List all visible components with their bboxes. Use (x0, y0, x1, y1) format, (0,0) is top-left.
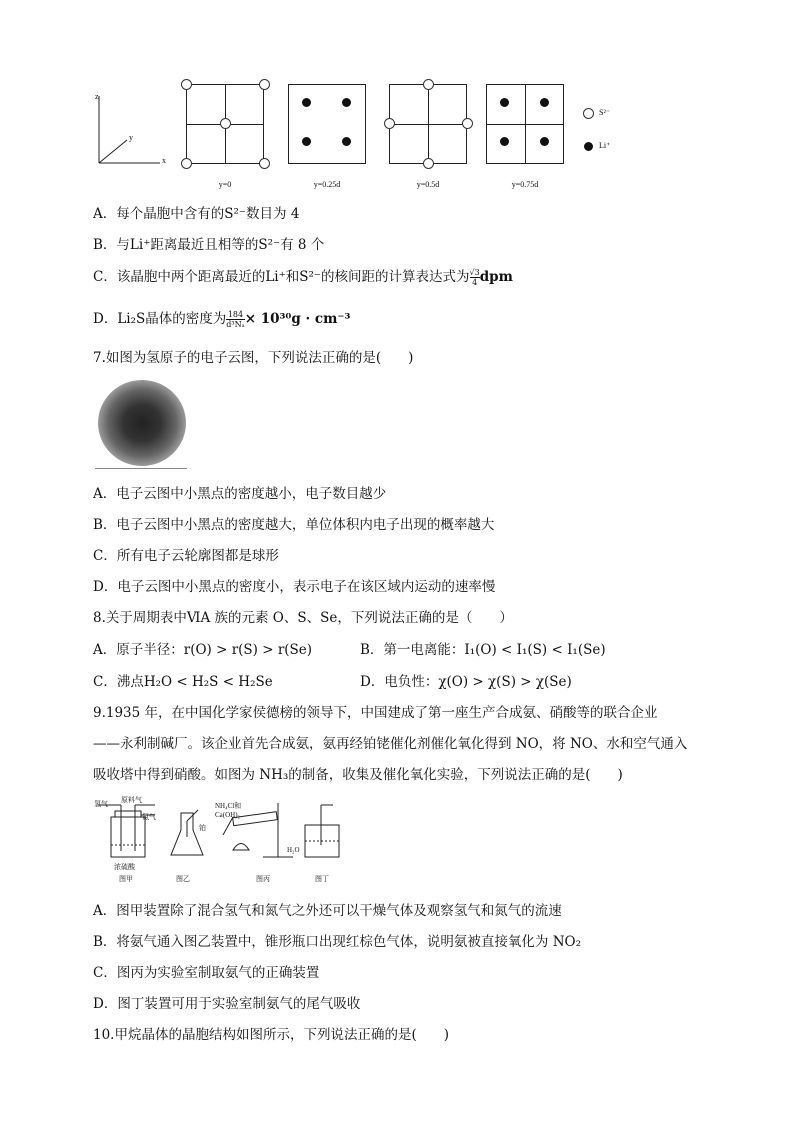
q6-option-d: D．Li₂S晶体的密度为 $\frac{184}{\text{d³Nₐ}}$ × 10³⁰g · cm⁻³ (93, 310, 351, 329)
q9-option-c: C．图丙为实验室制取氨气的正确装置 (93, 965, 320, 981)
q9-option-d: D．图丁装置可用于实验室制氨气的尾气吸收 (93, 996, 361, 1012)
s2-ion (384, 118, 395, 129)
caption-jia: 图甲 (119, 875, 133, 883)
li-ion (500, 98, 509, 107)
q10-stem: 10.甲烷晶体的晶胞结构如图所示，下列说法正确的是( ) (93, 1027, 450, 1043)
panel-y025 (288, 84, 366, 164)
q9-option-a: A．图甲装置除了混合氢气和氮气之外还可以干燥气体及观察氢气和氮气的流速 (93, 903, 562, 919)
label-platinum: 铂 (199, 824, 206, 832)
axis-x-label: x (162, 156, 166, 165)
li-ion (302, 98, 311, 107)
q7-option-d: D．电子云图中小黑点的密度小，表示电子在该区域内运动的速率慢 (93, 579, 496, 595)
li-ion (540, 137, 549, 146)
q8-option-c: C．沸点H₂O < H₂S < H₂Se (93, 674, 273, 690)
q7-option-a: A．电子云图中小黑点的密度越小，电子数目越少 (93, 486, 387, 502)
li-ion (540, 98, 549, 107)
legend-li-symbol (584, 142, 593, 151)
s2-ion (259, 158, 270, 169)
axis-y-label: y (129, 133, 133, 142)
image-baseline (95, 468, 187, 469)
s2-ion (423, 79, 434, 90)
panel-label: y=0.25d (313, 180, 341, 189)
li-ion (500, 137, 509, 146)
q6-option-c: C．该晶胞中两个距离最近的Li⁺和S²⁻的核间距的计算表达式为 $\frac{√3}{4}$ dpm (93, 268, 513, 287)
s2-ion (181, 79, 192, 90)
label-nh4cl: NH₄Cl和 (215, 802, 242, 810)
q8-option-d: D．电负性：χ(O) > χ(S) > χ(Se) (360, 674, 572, 690)
q8-stem: 8.关于周期表中ⅥA 族的元素 O、S、Se，下列说法正确的是（ ） (93, 610, 513, 626)
legend-li-label: Li⁺ (599, 141, 611, 150)
q8-option-a: A．原子半径：r(O) > r(S) > r(Se) (93, 642, 313, 658)
panel-label: y=0.5d (416, 180, 440, 189)
q6-option-b: B．与Li⁺距离最近且相等的S²⁻有 8 个 (93, 237, 325, 253)
caption-bing: 图丙 (256, 875, 270, 883)
label-water: H₂O (287, 846, 300, 854)
li-ion (342, 137, 351, 146)
li-ion (342, 98, 351, 107)
legend-s2-symbol (583, 108, 594, 119)
q9-stem-line1: 9.1935 年，在中国化学家侯德榜的领导下，中国建成了第一座生产合成氨、硝酸等的联合企业 (93, 705, 658, 721)
s2-ion (259, 79, 270, 90)
caption-ding: 图丁 (315, 875, 329, 883)
q6-option-a: A．每个晶胞中含有的S²⁻数目为 4 (93, 206, 300, 222)
s2-ion (462, 118, 473, 129)
q9-stem-line3: 吸收塔中得到硝酸。如图为 NH₃的制备，收集及催化氧化实验，下列说法正确的是( ) (93, 767, 623, 783)
panel-label: y=0 (218, 180, 232, 189)
s2-ion (423, 158, 434, 169)
label-caoh2: Ca(OH)₂ (215, 811, 240, 819)
li-ion (302, 137, 311, 146)
q7-option-b: B．电子云图中小黑点的密度越大，单位体积内电子出现的概率越大 (93, 517, 495, 533)
panel-y05 (389, 84, 467, 164)
s2-ion (181, 158, 192, 169)
electron-cloud-image (98, 380, 186, 466)
caption-yi: 图乙 (176, 875, 190, 883)
panel-label: y=0.75d (511, 180, 539, 189)
axes-diagram (92, 88, 172, 168)
axis-z-label: z (95, 92, 99, 101)
q7-option-c: C．所有电子云轮廓图都是球形 (93, 548, 279, 564)
label-conc-sulfuric: 浓硫酸 (114, 863, 135, 871)
s2-ion (220, 118, 231, 129)
legend-s2-label: S²⁻ (599, 108, 611, 117)
label-nitrogen: 氮气 (142, 813, 156, 821)
label-hydrogen: 氢气 (94, 800, 108, 808)
q8-option-b: B．第一电离能：I₁(O) < I₁(S) < I₁(Se) (360, 642, 606, 658)
label-feed-gas: 原料气 (121, 796, 142, 804)
q7-stem: 7.如图为氢原子的电子云图，下列说法正确的是( ) (93, 350, 414, 366)
q9-option-b: B．将氨气通入图乙装置中，锥形瓶口出现红棕色气体，说明氨被直接氧化为 NO₂ (93, 934, 582, 950)
q9-stem-line2: ——永利制碱厂。该企业首先合成氨，氨再经铂铑催化剂催化氧化得到 NO，将 NO、水和空气通入 (93, 736, 688, 752)
panel-y075 (486, 84, 564, 164)
